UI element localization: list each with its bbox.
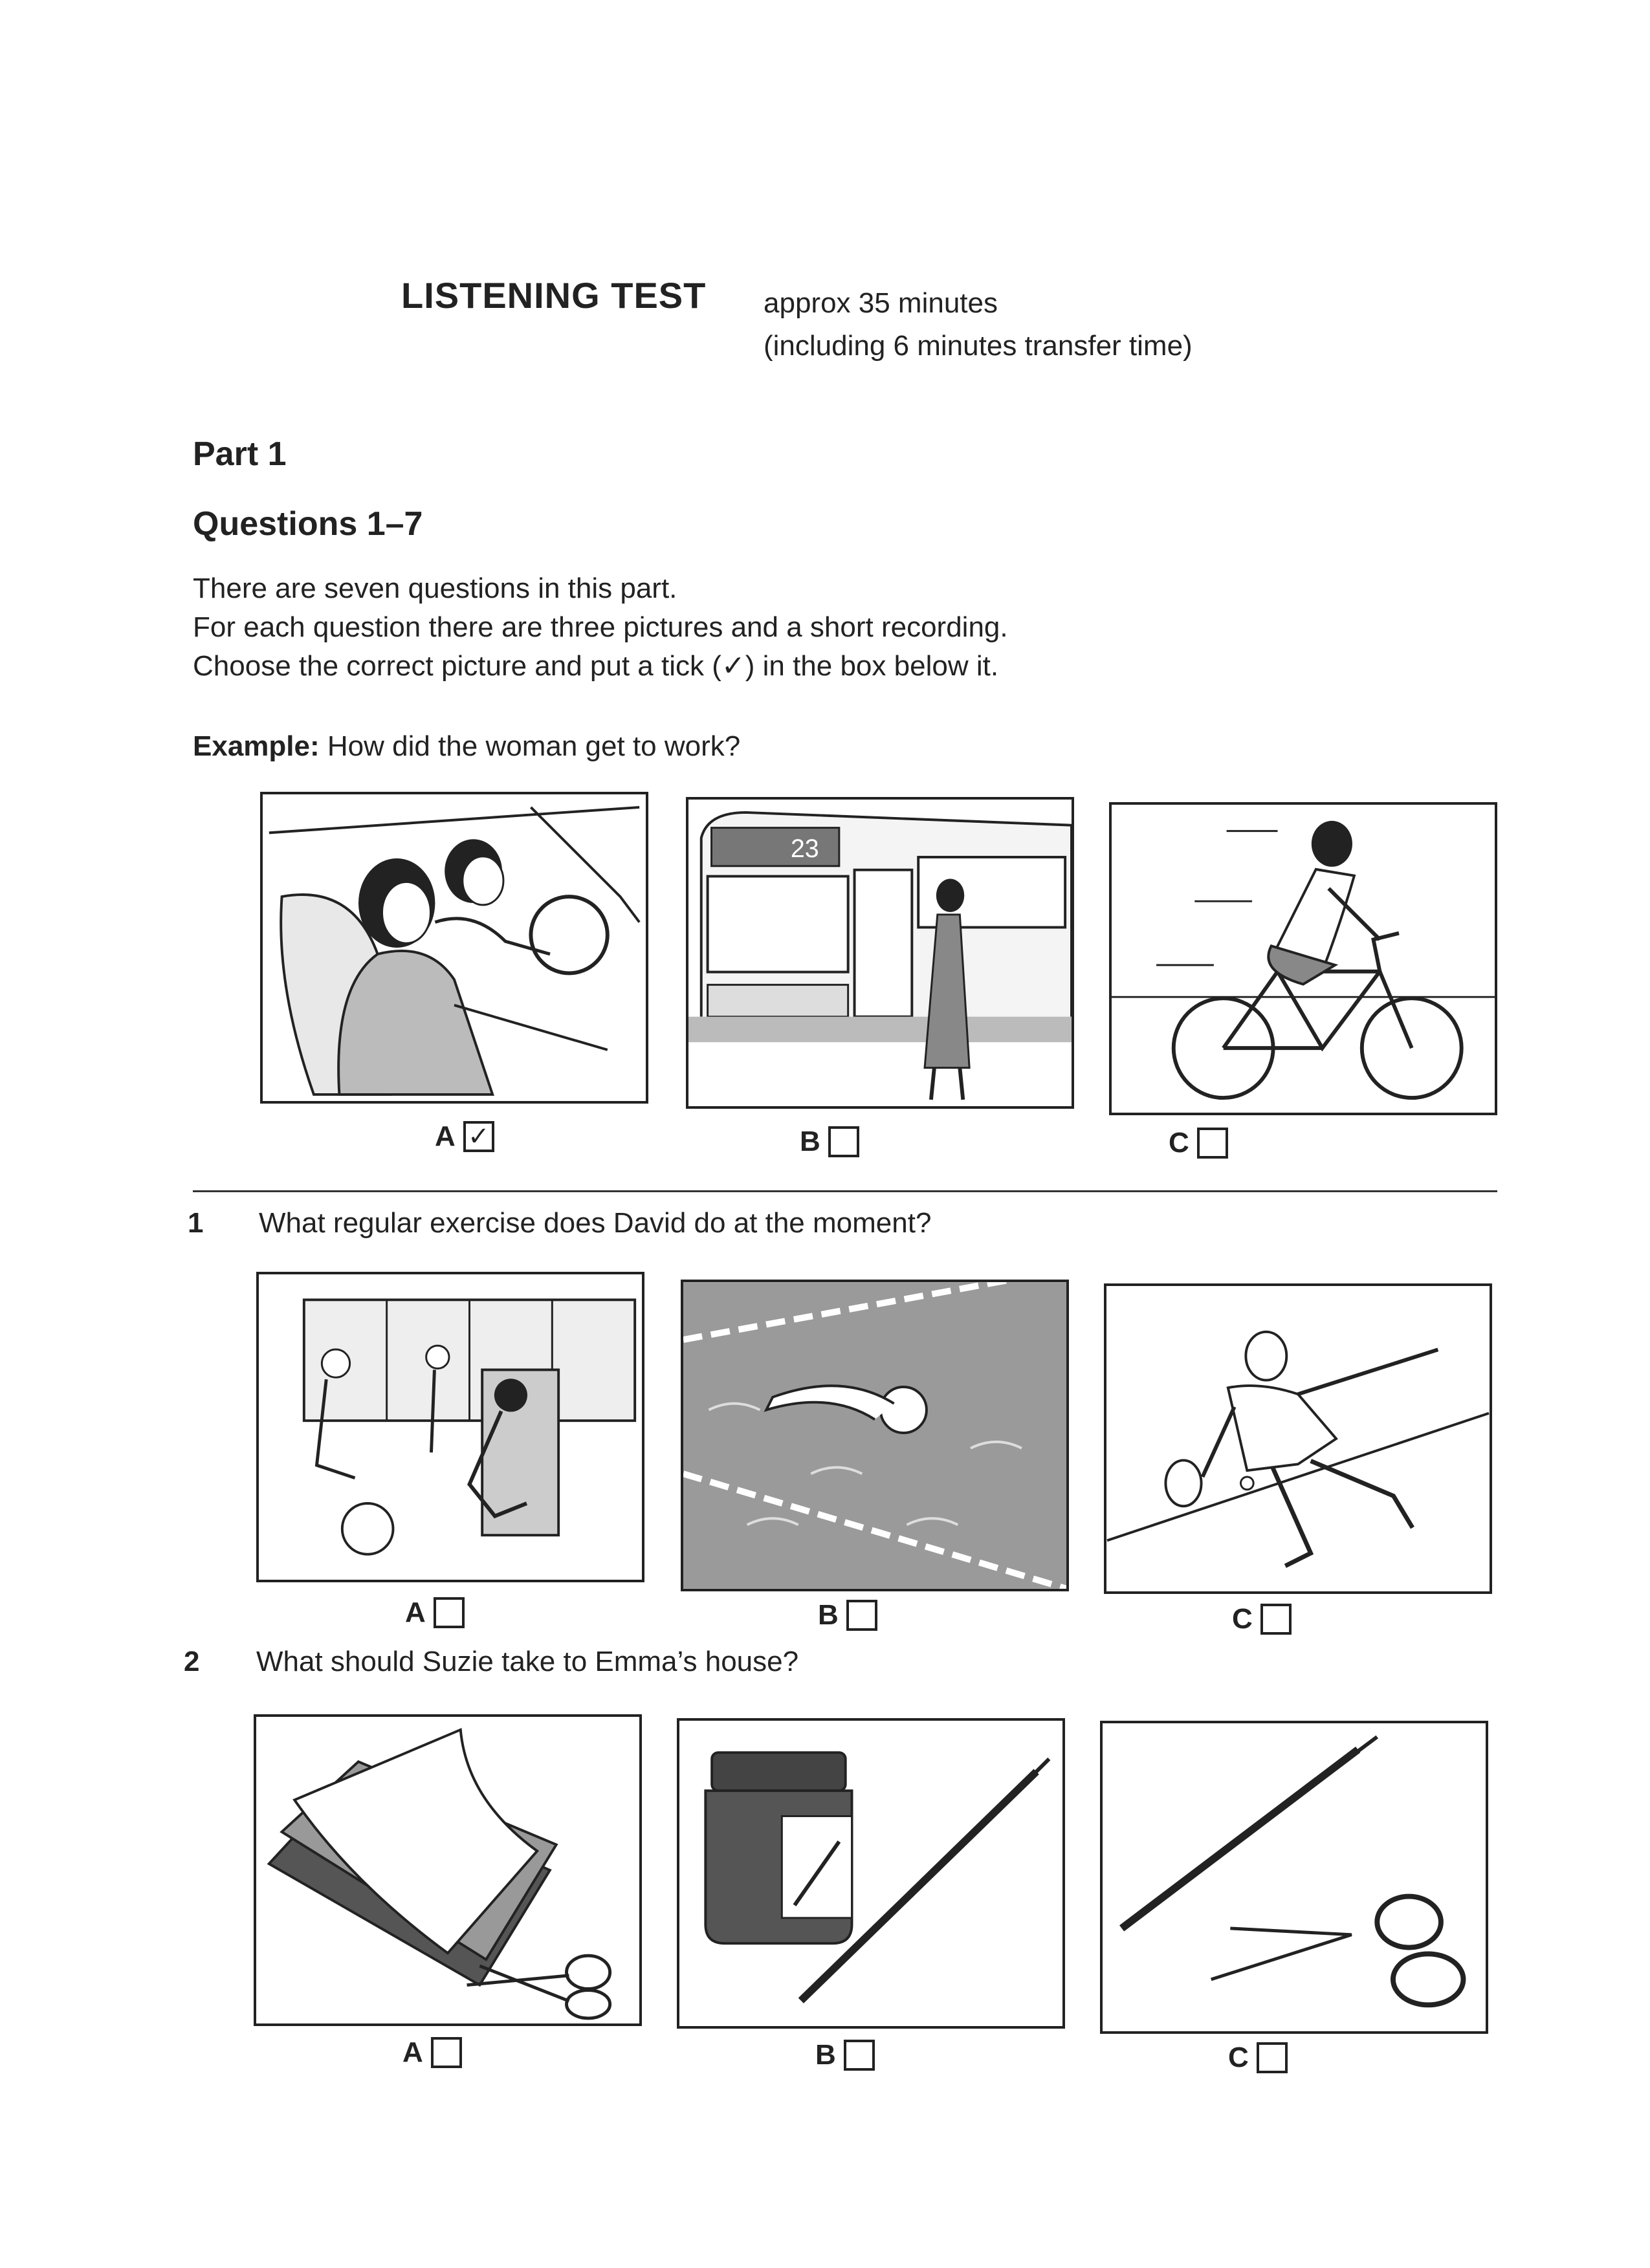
example-choice-a [435,1120,494,1153]
picture-swimming [681,1280,1069,1591]
picture-brush-scissors [1100,1721,1488,2034]
picture-tennis [1104,1283,1492,1594]
question-2-number: 2 [184,1646,200,1677]
choice-letter: C [1169,1127,1189,1159]
question-2-choice-a [402,2036,462,2069]
instruction-line-2: For each question there are three pictures and a short recording. [193,611,1008,643]
answer-checkbox[interactable]: ✓ [463,1121,494,1152]
tennis-player-icon [1106,1286,1490,1591]
choice-letter: A [405,1597,426,1628]
test-duration: approx 35 minutes [764,287,998,319]
question-2-text: What should Suzie take to Emma’s house? [256,1646,799,1677]
bus-icon [688,800,1072,1106]
question-1-choice-a [405,1597,465,1629]
choice-letter: C [1228,2042,1249,2073]
answer-checkbox[interactable] [1197,1128,1228,1159]
test-title: LISTENING TEST [401,275,707,316]
paint-jar-brush-icon [679,1721,1062,2026]
bus-number: 23 [790,834,819,863]
example-prompt [193,727,740,766]
picture-paint-brush [677,1718,1065,2029]
picture-car-passenger [260,792,648,1104]
question-1-text: What regular exercise does David do at the moment? [259,1207,932,1239]
car-icon [263,794,646,1101]
answer-checkbox[interactable] [434,1597,465,1628]
example-choice-b [800,1126,859,1158]
questions-range-heading: Questions 1–7 [193,505,423,543]
instructions [193,569,1008,686]
choice-letter: A [402,2036,423,2068]
instruction-line-1: There are seven questions in this part. [193,572,677,604]
paper-scissors-icon [256,1717,639,2023]
bicycle-icon [1112,805,1495,1113]
picture-bus [686,797,1074,1109]
choice-letter: C [1232,1603,1253,1635]
gym-icon [259,1274,642,1580]
picture-bicycle [1109,802,1497,1115]
question-2-choice-b [815,2039,875,2071]
picture-paper-scissors [254,1714,642,2026]
choice-letter: B [800,1126,820,1157]
test-transfer-time: (including 6 minutes transfer time) [764,330,1193,362]
example-choice-c [1169,1127,1228,1159]
question-1-choice-b [818,1599,877,1631]
answer-checkbox[interactable] [1257,2042,1288,2073]
example-label: Example: [193,730,320,762]
answer-checkbox[interactable] [828,1126,859,1157]
answer-checkbox[interactable] [846,1600,877,1631]
answer-checkbox[interactable] [844,2040,875,2071]
divider [193,1190,1497,1192]
question-1-choice-c [1232,1603,1292,1635]
part-heading: Part 1 [193,435,287,473]
answer-checkbox[interactable] [1260,1604,1292,1635]
answer-checkbox[interactable] [431,2037,462,2068]
instruction-line-3: Choose the correct picture and put a tick (✓) in the box below it. [193,650,999,682]
choice-letter: B [818,1599,839,1631]
swimmer-icon [683,1282,1066,1589]
choice-letter: A [435,1120,456,1152]
example-question: How did the woman get to work? [327,730,741,762]
brush-scissors-icon [1103,1723,1486,2031]
question-1-number: 1 [188,1207,204,1239]
question-2-choice-c [1228,2042,1288,2074]
choice-letter: B [815,2039,836,2071]
picture-gym [256,1272,644,1582]
